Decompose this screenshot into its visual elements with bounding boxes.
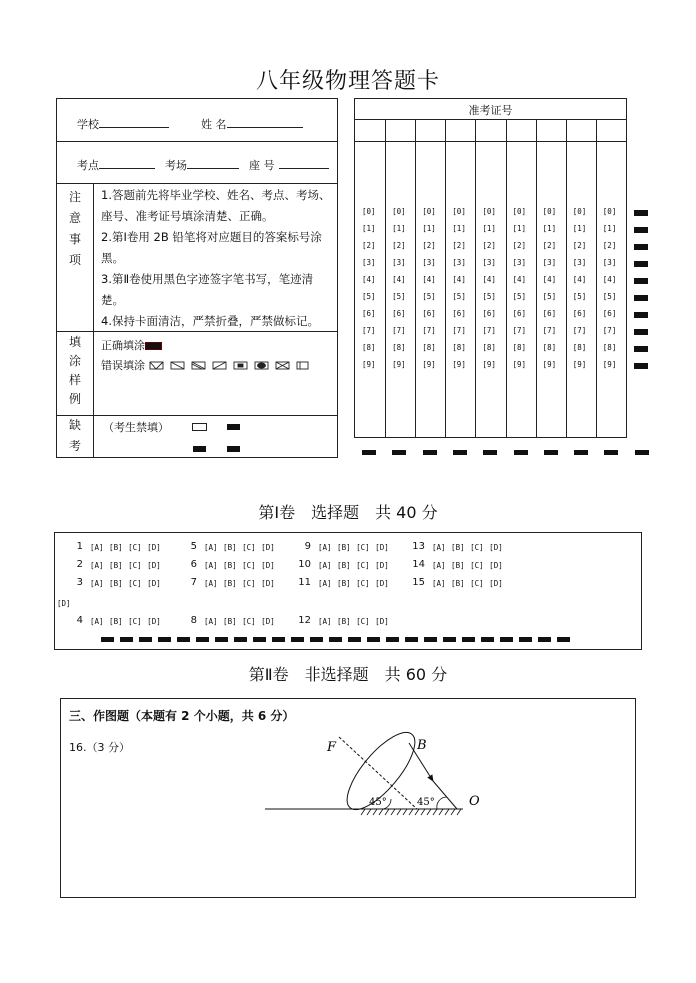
ticket-digit-bubble[interactable]: [8] <box>422 343 436 352</box>
ticket-digit-bubble[interactable]: [2] <box>602 241 617 250</box>
part2-title: 第Ⅱ卷 非选择题 共 60 分 <box>248 665 448 684</box>
timing-mark <box>634 261 648 267</box>
ticket-digit-bubble[interactable]: [0] <box>422 207 436 216</box>
timing-mark <box>424 637 437 642</box>
question-number: 5 <box>190 541 197 552</box>
timing-mark <box>483 450 497 455</box>
question-number: 8 <box>190 615 197 626</box>
timing-mark <box>634 312 648 318</box>
ticket-digit-bubble[interactable]: [7] <box>542 326 557 335</box>
note-line: 楚。 <box>101 293 124 307</box>
ticket-digit-bubble[interactable]: [6] <box>482 309 496 318</box>
question-number: 6 <box>190 559 197 570</box>
absent-heading: 缺 考 <box>68 418 81 453</box>
answer-options[interactable]: [A] [B] [C] [D] <box>90 543 161 552</box>
timing-mark <box>392 450 406 455</box>
answer-options[interactable]: [A] [B] [C] [D] <box>204 561 275 570</box>
timing-mark <box>481 637 494 642</box>
ticket-digit-bubble[interactable]: [7] <box>572 326 587 335</box>
question-number: 11 <box>298 577 311 588</box>
ticket-digit-bubble[interactable]: [3] <box>392 258 406 267</box>
timing-mark <box>634 227 648 233</box>
ticket-digit-bubble[interactable]: [0] <box>512 207 527 216</box>
ticket-digit-bubble[interactable]: [0] <box>362 207 376 216</box>
timing-mark <box>234 637 247 642</box>
ticket-digit-bubble[interactable]: [7] <box>482 326 496 335</box>
ticket-digit-bubble[interactable]: [6] <box>512 309 527 318</box>
timing-mark <box>272 637 285 642</box>
timing-mark <box>291 637 304 642</box>
part1-choice-box <box>54 532 642 650</box>
ticket-digit-entry[interactable] <box>359 121 381 139</box>
student-info-box <box>56 98 338 458</box>
timing-mark <box>538 637 551 642</box>
timing-mark <box>348 637 361 642</box>
ticket-digit-bubble[interactable]: [5] <box>452 292 466 301</box>
ticket-digit-bubble[interactable]: [5] <box>362 292 376 301</box>
ticket-number-box <box>354 98 627 438</box>
ticket-digit-bubble[interactable]: [4] <box>542 275 557 284</box>
ticket-digit-bubble[interactable]: [8] <box>482 343 496 352</box>
timing-mark <box>215 637 228 642</box>
drawing-section-box <box>60 698 636 898</box>
ticket-digit-bubble[interactable]: [5] <box>422 292 436 301</box>
ticket-digit-bubble[interactable]: [5] <box>482 292 496 301</box>
timing-mark <box>634 346 648 352</box>
ticket-digit-bubble[interactable]: [0] <box>482 207 496 216</box>
answer-options[interactable]: [A] [B] [C] [D] <box>432 543 503 552</box>
ticket-digit-bubble[interactable]: [9] <box>452 360 466 369</box>
section-heading: 三、作图题（本题有 2 个小题，共 6 分） <box>69 709 295 723</box>
timing-mark <box>101 637 114 642</box>
exam-site-field[interactable] <box>77 156 155 173</box>
timing-mark <box>405 637 418 642</box>
timing-mark <box>557 637 570 642</box>
ticket-digit-bubble[interactable]: [9] <box>512 360 527 369</box>
ticket-digit-bubble[interactable]: [1] <box>512 224 527 233</box>
timing-mark <box>514 450 528 455</box>
ticket-digit-bubble[interactable]: [8] <box>392 343 406 352</box>
ticket-digit-bubble[interactable]: [0] <box>542 207 557 216</box>
ticket-digit-bubble[interactable]: [8] <box>542 343 557 352</box>
ticket-digit-bubble[interactable]: [7] <box>392 326 406 335</box>
ticket-digit-bubble[interactable]: [5] <box>602 292 617 301</box>
ticket-digit-bubble[interactable]: [9] <box>572 360 587 369</box>
ticket-digit-bubble[interactable]: [6] <box>602 309 617 318</box>
ticket-digit-bubble[interactable]: [8] <box>512 343 527 352</box>
wrap-fragment: [D] <box>57 599 71 608</box>
answer-options[interactable]: [A] [B] [C] [D] <box>318 617 389 626</box>
answer-options[interactable]: [A] [B] [C] [D] <box>432 561 503 570</box>
question-number: 2 <box>76 559 83 570</box>
note-line: 3.第Ⅱ卷使用黑色字迹签字笔书写，笔迹清 <box>101 272 314 286</box>
ticket-digit-bubble[interactable]: [5] <box>512 292 527 301</box>
note-line: 4.保持卡面清洁，严禁折叠，严禁做标记。 <box>101 314 319 328</box>
question-number: 1 <box>76 541 83 552</box>
ticket-digit-bubble[interactable]: [6] <box>542 309 557 318</box>
ticket-digit-bubble[interactable]: [7] <box>452 326 466 335</box>
reflection-figure <box>261 729 491 819</box>
ticket-digit-entry[interactable] <box>479 121 501 139</box>
notes-list <box>101 185 330 332</box>
ticket-digit-bubble[interactable]: [9] <box>602 360 617 369</box>
ticket-digit-bubble[interactable]: [0] <box>392 207 406 216</box>
timing-mark <box>227 424 240 430</box>
ticket-digit-bubble[interactable]: [1] <box>482 224 496 233</box>
timing-mark <box>329 637 342 642</box>
question-number: 13 <box>412 541 425 552</box>
timing-mark <box>634 244 648 250</box>
correct-fill-example: 正确填涂 <box>101 337 162 353</box>
wrong-fill-example: 错误填涂 <box>101 357 309 373</box>
ticket-digit-bubble[interactable]: [6] <box>452 309 466 318</box>
room-label: 考场 <box>165 159 187 172</box>
note-line: 黑。 <box>101 251 124 265</box>
ticket-digit-bubble[interactable]: [5] <box>542 292 557 301</box>
school-field[interactable] <box>77 115 169 132</box>
ticket-digit-entry[interactable] <box>600 121 622 139</box>
ticket-digit-entry[interactable] <box>419 121 441 139</box>
ticket-digit-entry[interactable] <box>540 121 562 139</box>
wrong-fill-icons <box>149 361 309 371</box>
timing-mark <box>253 637 266 642</box>
ticket-digit-bubble[interactable]: [9] <box>392 360 406 369</box>
question-number: 3 <box>76 577 83 588</box>
ticket-digit-bubble[interactable]: [1] <box>602 224 617 233</box>
ticket-digit-bubble[interactable]: [6] <box>362 309 376 318</box>
timing-mark <box>158 637 171 642</box>
ticket-digit-bubble[interactable]: [3] <box>482 258 496 267</box>
ticket-digit-bubble[interactable]: [1] <box>362 224 376 233</box>
ticket-digit-bubble[interactable]: [3] <box>422 258 436 267</box>
note-line: 1.答题前先将毕业学校、姓名、考点、考场、 <box>101 188 331 202</box>
answer-options[interactable]: [A] [B] [C] [D] <box>204 579 275 588</box>
ticket-digit-bubble[interactable]: [4] <box>602 275 617 284</box>
answer-options[interactable]: [A] [B] [C] [D] <box>318 579 389 588</box>
answer-options[interactable]: [A] [B] [C] [D] <box>318 561 389 570</box>
question-number: 10 <box>298 559 311 570</box>
ticket-digit-entry[interactable] <box>510 121 532 139</box>
question-number: 14 <box>412 559 425 570</box>
ticket-digit-bubble[interactable]: [6] <box>422 309 436 318</box>
answer-options[interactable]: [A] [B] [C] [D] <box>90 561 161 570</box>
fill-example-heading: 填 涂 样 例 <box>68 335 81 406</box>
ticket-digit-bubble[interactable]: [4] <box>422 275 436 284</box>
ticket-digit-bubble[interactable]: [0] <box>572 207 587 216</box>
timing-mark <box>634 329 648 335</box>
ticket-digit-bubble[interactable]: [9] <box>542 360 557 369</box>
ticket-digit-bubble[interactable]: [4] <box>512 275 527 284</box>
ticket-digit-bubble[interactable]: [3] <box>512 258 527 267</box>
label-F: F <box>327 740 337 755</box>
ticket-digit-bubble[interactable]: [3] <box>602 258 617 267</box>
timing-mark <box>386 637 399 642</box>
ticket-digit-bubble[interactable]: [1] <box>392 224 406 233</box>
answer-options[interactable]: [A] [B] [C] [D] <box>90 617 161 626</box>
answer-options[interactable]: [A] [B] [C] [D] <box>318 543 389 552</box>
ticket-digit-bubble[interactable]: [2] <box>572 241 587 250</box>
seat-label: 座 号 <box>249 159 275 172</box>
timing-mark <box>120 637 133 642</box>
ticket-digit-bubble[interactable]: [7] <box>422 326 436 335</box>
timing-mark <box>139 637 152 642</box>
timing-mark <box>634 210 648 216</box>
timing-mark <box>193 446 206 452</box>
timing-mark <box>604 450 618 455</box>
timing-mark <box>634 363 648 369</box>
question-number: 7 <box>190 577 197 588</box>
question-16-label: 16.（3 分） <box>69 741 130 754</box>
ticket-digit-bubble[interactable]: [2] <box>422 241 436 250</box>
ticket-digit-bubble[interactable]: [8] <box>572 343 587 352</box>
note-line: 座号、准考证号填涂清楚、正确。 <box>101 209 274 223</box>
ticket-digit-bubble[interactable]: [3] <box>452 258 466 267</box>
ticket-digit-bubble[interactable]: [2] <box>512 241 527 250</box>
ticket-digit-entry[interactable] <box>389 121 411 139</box>
ticket-digit-bubble[interactable]: [5] <box>572 292 587 301</box>
ticket-digit-bubble[interactable]: [1] <box>422 224 436 233</box>
timing-mark <box>423 450 437 455</box>
ticket-digit-bubble[interactable]: [4] <box>452 275 466 284</box>
timing-mark <box>453 450 467 455</box>
seat-field[interactable] <box>249 156 329 173</box>
room-field[interactable] <box>165 156 239 173</box>
question-number: 9 <box>304 541 311 552</box>
ticket-digit-bubble[interactable]: [0] <box>602 207 617 216</box>
answer-options[interactable]: [A] [B] [C] [D] <box>204 617 275 626</box>
ticket-digit-bubble[interactable]: [6] <box>572 309 587 318</box>
note-line: 2.第Ⅰ卷用 2B 铅笔将对应题目的答案标号涂 <box>101 230 322 244</box>
ticket-digit-bubble[interactable]: [8] <box>452 343 466 352</box>
ticket-digit-bubble[interactable]: [9] <box>482 360 496 369</box>
ticket-digit-bubble[interactable]: [2] <box>482 241 496 250</box>
ticket-digit-entry[interactable] <box>449 121 471 139</box>
ticket-digit-bubble[interactable]: [4] <box>362 275 376 284</box>
timing-mark <box>519 637 532 642</box>
ticket-digit-bubble[interactable]: [8] <box>362 343 376 352</box>
answer-options[interactable]: [A] [B] [C] [D] <box>204 543 275 552</box>
ticket-digit-bubble[interactable]: [1] <box>452 224 466 233</box>
ticket-digit-bubble[interactable]: [9] <box>362 360 376 369</box>
exam-site-label: 考点 <box>77 159 99 172</box>
angle-label-1: 45° <box>369 797 387 808</box>
answer-options[interactable]: [A] [B] [C] [D] <box>432 579 503 588</box>
timing-mark <box>443 637 456 642</box>
ticket-digit-bubble[interactable]: [0] <box>452 207 466 216</box>
ticket-digit-bubble[interactable]: [7] <box>362 326 376 335</box>
ticket-digit-bubble[interactable]: [2] <box>452 241 466 250</box>
ticket-digit-bubble[interactable]: [9] <box>422 360 436 369</box>
question-number: 15 <box>412 577 425 588</box>
ticket-digit-bubble[interactable]: [5] <box>392 292 406 301</box>
part1-title: 第Ⅰ卷 选择题 共 40 分 <box>258 503 438 522</box>
ticket-digit-bubble[interactable]: [6] <box>392 309 406 318</box>
timing-mark <box>462 637 475 642</box>
absent-note: （考生禁填） <box>103 421 169 434</box>
question-number: 12 <box>298 615 311 626</box>
timing-mark <box>634 278 648 284</box>
timing-mark <box>635 450 649 455</box>
timing-mark <box>500 637 513 642</box>
ticket-digit-bubble[interactable]: [3] <box>572 258 587 267</box>
mirror-hatching <box>361 809 461 815</box>
ticket-header: 准考证号 <box>468 104 513 117</box>
ticket-digit-bubble[interactable]: [1] <box>572 224 587 233</box>
ticket-digit-bubble[interactable]: [7] <box>602 326 617 335</box>
timing-mark <box>196 637 209 642</box>
answer-options[interactable]: [A] [B] [C] [D] <box>90 579 161 588</box>
absent-checkbox[interactable] <box>192 423 207 431</box>
question-number: 4 <box>76 615 83 626</box>
timing-mark <box>362 450 376 455</box>
label-B: B <box>417 738 427 753</box>
timing-mark <box>544 450 558 455</box>
ticket-digit-bubble[interactable]: [4] <box>572 275 587 284</box>
ticket-digit-bubble[interactable]: [4] <box>392 275 406 284</box>
timing-mark <box>227 446 240 452</box>
ticket-digit-bubble[interactable]: [2] <box>362 241 376 250</box>
school-label: 学校 <box>77 118 99 131</box>
timing-mark <box>367 637 380 642</box>
timing-mark <box>634 295 648 301</box>
page-title: 八年级物理答题卡 <box>255 69 440 94</box>
label-O: O <box>469 794 480 809</box>
timing-mark <box>310 637 323 642</box>
name-field[interactable] <box>201 115 303 132</box>
ticket-digit-entry[interactable] <box>570 121 592 139</box>
notes-heading: 注 意 事 项 <box>68 190 81 267</box>
ticket-digit-bubble[interactable]: [3] <box>362 258 376 267</box>
angle-label-2: 45° <box>417 797 435 808</box>
ticket-digit-bubble[interactable]: [8] <box>602 343 617 352</box>
name-label: 姓 名 <box>201 118 227 131</box>
ticket-digit-bubble[interactable]: [7] <box>512 326 527 335</box>
ticket-digit-bubble[interactable]: [4] <box>482 275 496 284</box>
ticket-digit-bubble[interactable]: [3] <box>542 258 557 267</box>
timing-mark <box>177 637 190 642</box>
timing-mark <box>574 450 588 455</box>
ticket-digit-bubble[interactable]: [2] <box>542 241 557 250</box>
ticket-digit-bubble[interactable]: [1] <box>542 224 557 233</box>
ticket-digit-bubble[interactable]: [2] <box>392 241 406 250</box>
